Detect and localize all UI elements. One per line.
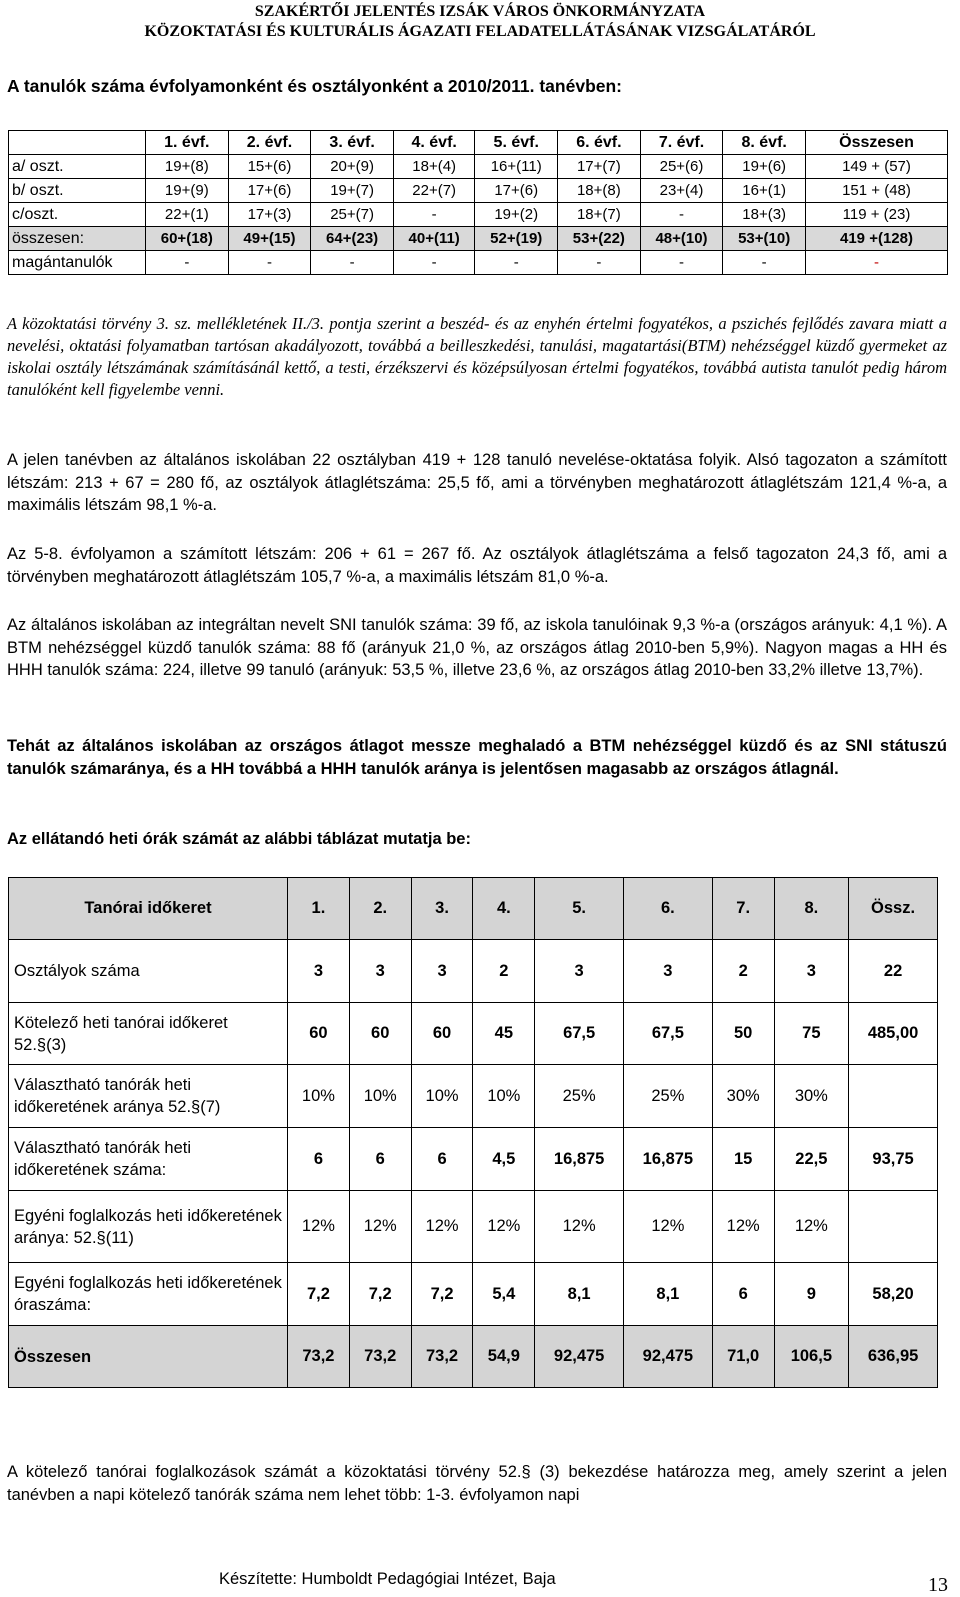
table-cell: 52+(19): [475, 227, 558, 251]
table-cell: 54,9: [473, 1326, 535, 1388]
table-cell: -: [475, 251, 558, 275]
table-cell: 149 + (57): [806, 155, 948, 179]
table-row: [9, 1065, 938, 1128]
table-cell: -: [146, 251, 229, 275]
table-cell: 2: [473, 940, 535, 1003]
table-cell: 73,2: [288, 1326, 350, 1388]
table-cell: 3: [774, 940, 849, 1003]
enrollment-table: [8, 130, 948, 275]
table-cell: 3: [535, 940, 624, 1003]
paragraph-closing: A kötelező tanórai foglalkozások számát a közoktatási törvény 52.§ (3) bekezdése határozza meg, amely szerint a jelen tanévben a napi kötelező tanórák száma nem lehet több: 1-3. évfolyamon napi: [7, 1463, 947, 1504]
table-cell: 45: [473, 1003, 535, 1065]
table-cell: 20+(9): [311, 155, 394, 179]
table-cell: 30%: [774, 1065, 849, 1128]
table-cell: 25+(7): [311, 203, 394, 227]
table-total-row: [9, 1326, 938, 1388]
table-cell: 16,875: [535, 1128, 624, 1191]
table-cell: 485,00: [849, 1003, 938, 1065]
table-cell: -: [640, 251, 723, 275]
table-cell: 8,1: [535, 1263, 624, 1326]
header-cell: Tanórai időkeret: [9, 878, 288, 940]
table-cell: 67,5: [624, 1003, 713, 1065]
table-cell: 2: [712, 940, 774, 1003]
table-cell: 18+(4): [393, 155, 474, 179]
page-number: 13: [928, 1574, 948, 1596]
table-cell: -: [393, 251, 474, 275]
header-cell: 7.: [712, 878, 774, 940]
table-header-row: [9, 131, 948, 155]
table-cell: 18+(8): [558, 179, 641, 203]
table-cell: 16,875: [624, 1128, 713, 1191]
table-cell: 12%: [411, 1191, 473, 1263]
paragraph-sni-btm: Az általános iskolában az integráltan nevelt SNI tanulók száma: 39 fő, az iskola tanulóinak 9,3 %-a (országos arányuk: 4,1 %). A BTM nehézséggel küzdő tanulók száma: 88 fő (arányuk 21,0 %, az országos átlag 2010-ben 5,9%). Nagyon magas a HH és HHH tanulók száma: 224, illetve 99 tanuló (arányuk: 53,5 %, illetve 23,6 %, az országos átlag 2010-ben 33,2% illetve 13,7%).: [7, 616, 947, 679]
table-row: [9, 1128, 938, 1191]
table-cell: 60: [288, 1003, 350, 1065]
table-cell: 49+(15): [228, 227, 311, 251]
table-cell: 6: [712, 1263, 774, 1326]
table-cell: -: [393, 203, 474, 227]
table-cell: -: [558, 251, 641, 275]
row-label: c/oszt.: [9, 203, 146, 227]
table-row: [9, 1263, 938, 1326]
table-row: [9, 940, 938, 1003]
table-cell: 16+(1): [723, 179, 806, 203]
table-cell: 12%: [473, 1191, 535, 1263]
table-cell: 12%: [288, 1191, 350, 1263]
table-cell: 5,4: [473, 1263, 535, 1326]
table-cell: 19+(8): [146, 155, 229, 179]
header-cell: 5.: [535, 878, 624, 940]
table-cell: 60+(18): [146, 227, 229, 251]
header-cell: Össz.: [849, 878, 938, 940]
paragraph-hours-intro: Az ellátandó heti órák számát az alábbi táblázat mutatja be:: [7, 830, 471, 848]
row-label: Összesen: [9, 1326, 288, 1388]
table-cell: 17+(6): [475, 179, 558, 203]
table-cell: 67,5: [535, 1003, 624, 1065]
table-cell: 53+(22): [558, 227, 641, 251]
table-cell: 10%: [473, 1065, 535, 1128]
table-cell: 22+(1): [146, 203, 229, 227]
row-label: Választható tanórák heti időkeretének száma:: [9, 1128, 288, 1191]
table-cell: 19+(6): [723, 155, 806, 179]
table-cell: 9: [774, 1263, 849, 1326]
table-cell: 10%: [349, 1065, 411, 1128]
table-cell: -: [311, 251, 394, 275]
table-cell: 25%: [535, 1065, 624, 1128]
table-cell: -: [228, 251, 311, 275]
table-cell: 7,2: [411, 1263, 473, 1326]
header-cell: 1. évf.: [146, 131, 229, 155]
table-cell: 119 + (23): [806, 203, 948, 227]
legal-note: A közoktatási törvény 3. sz. mellékletének II./3. pontja szerint a beszéd- és az enyhén értelmi fogyatékos, a pszichés fejlődés zavara miatt a nevelési, oktatási folyamatban tartósan akadályozott, továbbá a beilleszkedési, tanulási, magatartási(BTM) nehézséggel küzdő gyermeket az iskolai osztály létszámának számításánál kettő, a testi, érzékszervi és középsúlyosan értelmi fogyatékos, továbbá autista tanulót pedig három tanulóként kell figyelembe venni.: [7, 314, 947, 399]
table-cell: 40+(11): [393, 227, 474, 251]
header-cell: 8.: [774, 878, 849, 940]
table-cell: 7,2: [288, 1263, 350, 1326]
table-cell: 18+(3): [723, 203, 806, 227]
row-label: magántanulók: [9, 251, 146, 275]
table-cell: 71,0: [712, 1326, 774, 1388]
table-cell: 50: [712, 1003, 774, 1065]
table-cell: 7,2: [349, 1263, 411, 1326]
table-cell: 17+(7): [558, 155, 641, 179]
header-cell: [9, 131, 146, 155]
table-cell: 22,5: [774, 1128, 849, 1191]
table-cell: 3: [624, 940, 713, 1003]
row-label: összesen:: [9, 227, 146, 251]
header-cell: 4.: [473, 878, 535, 940]
table-cell: 12%: [535, 1191, 624, 1263]
table-cell: 19+(9): [146, 179, 229, 203]
table-cell: -: [723, 251, 806, 275]
table-row: [9, 155, 948, 179]
row-label: Kötelező heti tanórai időkeret 52.§(3): [9, 1003, 288, 1065]
table-cell: 30%: [712, 1065, 774, 1128]
row-label: Választható tanórák heti időkeretének aránya 52.§(7): [9, 1065, 288, 1128]
row-label: a/ oszt.: [9, 155, 146, 179]
table-row: [9, 1191, 938, 1263]
header-cell: 1.: [288, 878, 350, 940]
table-cell: 3: [411, 940, 473, 1003]
table-cell: 92,475: [535, 1326, 624, 1388]
table-cell: -: [640, 203, 723, 227]
table-cell: 60: [349, 1003, 411, 1065]
table-cell: 151 + (48): [806, 179, 948, 203]
table-cell: 419 +(128): [806, 227, 948, 251]
table-cell: 75: [774, 1003, 849, 1065]
table-cell: 12%: [774, 1191, 849, 1263]
table-cell: 106,5: [774, 1326, 849, 1388]
document-header: [0, 2, 960, 42]
table-cell: 93,75: [849, 1128, 938, 1191]
hours-table: [8, 877, 938, 1388]
section-title: A tanulók száma évfolyamonként és osztályonként a 2010/2011. tanévben:: [7, 76, 623, 96]
table-cell: 6: [411, 1128, 473, 1191]
table-cell: 19+(2): [475, 203, 558, 227]
row-label: Egyéni foglalkozás heti időkeretének óraszáma:: [9, 1263, 288, 1326]
table-row: [9, 179, 948, 203]
header-cell: 4. évf.: [393, 131, 474, 155]
table-cell: 8,1: [624, 1263, 713, 1326]
table-cell: 12%: [712, 1191, 774, 1263]
row-label: Egyéni foglalkozás heti időkeretének aránya: 52.§(11): [9, 1191, 288, 1263]
table-cell: 17+(3): [228, 203, 311, 227]
header-cell: 5. évf.: [475, 131, 558, 155]
table-row: [9, 251, 948, 275]
paragraph-conclusion: Tehát az általános iskolában az országos átlagot messze meghaladó a BTM nehézséggel küzdő és az SNI státuszú tanulók számaránya, és a HH továbbá a HHH tanulók aránya is jelentősen magasabb az országos átlagnál.: [7, 737, 947, 778]
table-cell: 25+(6): [640, 155, 723, 179]
table-cell: 19+(7): [311, 179, 394, 203]
table-cell: 10%: [288, 1065, 350, 1128]
table-cell: 16+(11): [475, 155, 558, 179]
table-cell: 48+(10): [640, 227, 723, 251]
table-cell: 10%: [411, 1065, 473, 1128]
table-cell: 15: [712, 1128, 774, 1191]
table-cell: 58,20: [849, 1263, 938, 1326]
table-cell: 636,95: [849, 1326, 938, 1388]
header-cell: 3. évf.: [311, 131, 394, 155]
table-cell: 73,2: [411, 1326, 473, 1388]
table-cell: 25%: [624, 1065, 713, 1128]
header-cell: 6. évf.: [558, 131, 641, 155]
table-cell: 18+(7): [558, 203, 641, 227]
table-cell: 22+(7): [393, 179, 474, 203]
table-cell: 53+(10): [723, 227, 806, 251]
table-header-row: [9, 878, 938, 940]
header-cell: 7. évf.: [640, 131, 723, 155]
header-cell: 6.: [624, 878, 713, 940]
header-cell: 2. évf.: [228, 131, 311, 155]
header-line-2: KÖZOKTATÁSI ÉS KULTURÁLIS ÁGAZATI FELADATELLÁTÁSÁNAK VIZSGÁLATÁRÓL: [144, 23, 816, 40]
table-cell: 23+(4): [640, 179, 723, 203]
table-cell: 92,475: [624, 1326, 713, 1388]
header-cell: Összesen: [806, 131, 948, 155]
paragraph-lower-grades: A jelen tanévben az általános iskolában 22 osztályban 419 + 128 tanuló nevelése-oktatása folyik. Alsó tagozaton a számított létszám: 213 + 67 = 280 fő, az osztályok átlaglétszáma: 25,5 fő, ami a törvényben meghatározott átlaglétszám 121,4 %-a, a maximális létszám 98,1 %-a.: [7, 451, 947, 514]
header-cell: 2.: [349, 878, 411, 940]
table-total-row: [9, 227, 948, 251]
table-row: [9, 1003, 938, 1065]
table-cell: -: [806, 251, 948, 275]
header-cell: 3.: [411, 878, 473, 940]
header-cell: 8. évf.: [723, 131, 806, 155]
table-cell: 73,2: [349, 1326, 411, 1388]
paragraph-upper-grades: Az 5-8. évfolyamon a számított létszám: 206 + 61 = 267 fő. Az osztályok átlaglétszáma a felső tagozaton 24,3 fő, ami a törvényben meghatározott átlaglétszám 105,7 %-a, a maximális létszám 81,0 %-a.: [7, 545, 947, 586]
table-cell: 12%: [624, 1191, 713, 1263]
table-cell: 12%: [349, 1191, 411, 1263]
table-row: [9, 203, 948, 227]
table-cell: 3: [349, 940, 411, 1003]
row-label: Osztályok száma: [9, 940, 288, 1003]
table-cell: [849, 1065, 938, 1128]
table-cell: 15+(6): [228, 155, 311, 179]
table-cell: 6: [288, 1128, 350, 1191]
footer-author: Készítette: Humboldt Pedagógiai Intézet, Baja: [219, 1570, 556, 1588]
header-line-1: SZAKÉRTŐI JELENTÉS IZSÁK VÁROS ÖNKORMÁNYZATA: [254, 3, 706, 20]
table-cell: [849, 1191, 938, 1263]
table-cell: 22: [849, 940, 938, 1003]
table-cell: 17+(6): [228, 179, 311, 203]
row-label: b/ oszt.: [9, 179, 146, 203]
table-cell: 60: [411, 1003, 473, 1065]
table-cell: 6: [349, 1128, 411, 1191]
table-cell: 3: [288, 940, 350, 1003]
table-cell: 64+(23): [311, 227, 394, 251]
table-cell: 4,5: [473, 1128, 535, 1191]
